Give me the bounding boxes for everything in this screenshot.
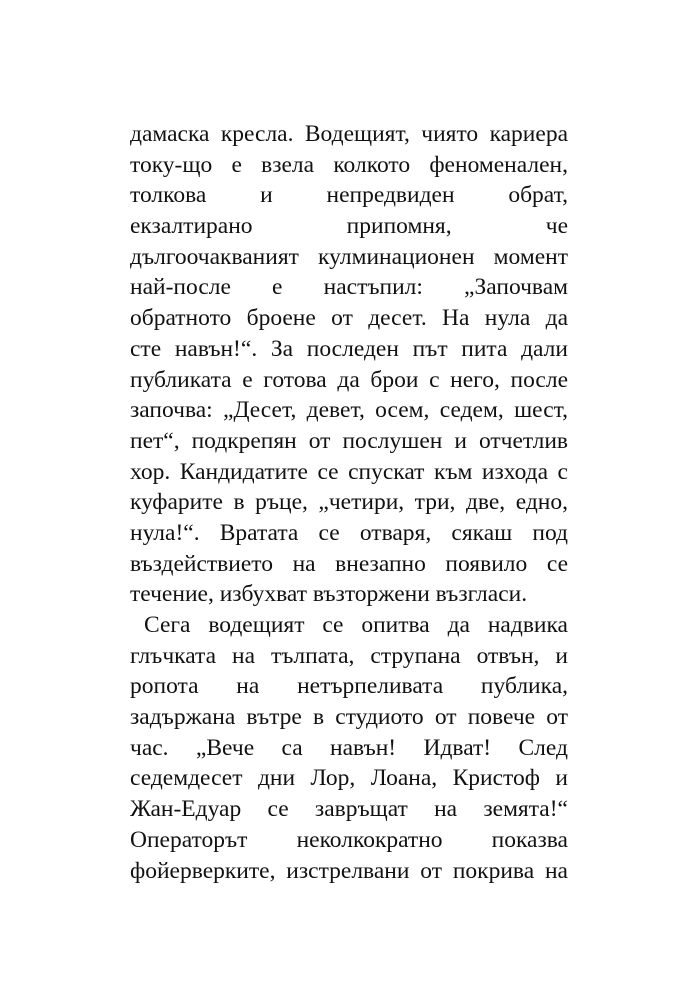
text-line: най-после е настъпил: „Започвам: [130, 274, 568, 301]
text-line: ропота на нетърпеливата публика,: [130, 673, 568, 700]
text-line: публиката е готова да брои с него, после: [130, 366, 568, 393]
paragraph-1: [130, 119, 568, 610]
text-line: обратното броене от десет. На нула да: [130, 305, 568, 332]
text-line: глъчката на тълпата, струпана отвън, и: [130, 642, 568, 669]
text-line: въздействието на внезапно появило се: [130, 550, 568, 577]
text-line: фойерверките, изстрелвани от покрива на: [130, 857, 568, 884]
paragraph-2: [130, 610, 568, 886]
text-line: току-що е взела колкото феноменален,: [130, 151, 568, 178]
text-line: седемдесет дни Лор, Лоана, Кристоф и: [130, 765, 568, 792]
text-line: Жан-Едуар се завръщат на земята!“: [130, 796, 568, 823]
text-line: Операторът неколкократно показва: [130, 826, 568, 853]
text-line: пет“, подкрепян от послушен и отчетлив: [130, 427, 568, 454]
text-line: хор. Кандидатите се спускат към изхода с: [130, 458, 568, 485]
text-line: течение, избухват възторжени възгласи.: [130, 581, 528, 608]
text-line: екзалтирано припомня, че: [130, 213, 568, 240]
text-line: куфарите в ръце, „четири, три, две, едно,: [130, 489, 568, 516]
text-line: час. „Вече са навън! Идват! След: [130, 734, 568, 761]
text-line: започва: „Десет, девет, осем, седем, шест,: [130, 397, 568, 424]
text-line: задържана вътре в студиото от повече от: [130, 704, 568, 731]
text-line: нула!“. Вратата се отваря, сякаш под: [130, 519, 568, 546]
text-line: Сега водещият се опитва да надвика: [144, 612, 568, 638]
text-line: толкова и непредвиден обрат,: [130, 182, 568, 209]
text-line: дългоочакваният кулминационен момент: [130, 243, 568, 270]
text-line: дамаска кресла. Водещият, чиято кариера: [130, 121, 568, 147]
text-line: сте навън!“. За последен път пита дали: [130, 335, 568, 362]
body-text: [130, 119, 568, 886]
